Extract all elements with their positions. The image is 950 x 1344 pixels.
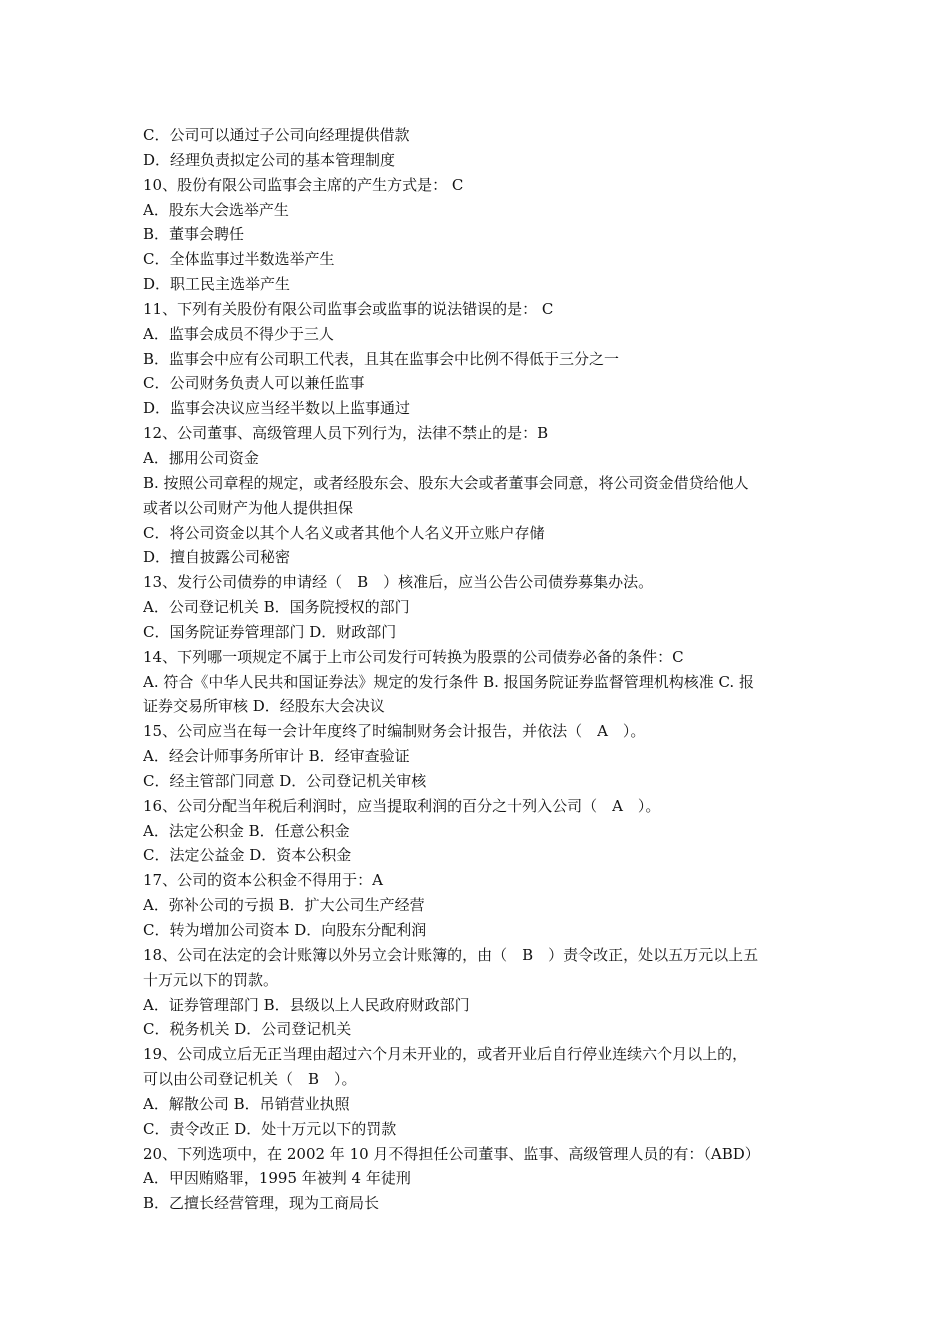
text-line: C．全体监事过半数选举产生 [143,250,335,269]
text-line: C．公司财务负责人可以兼任监事 [143,374,365,393]
text-line: A．弥补公司的亏损 B．扩大公司生产经营 [143,896,425,915]
text-line: A. 符合《中华人民共和国证券法》规定的发行条件 B. 报国务院证券监督管理机构核准 C. 报 [143,672,754,691]
question-line: 14、下列哪一项规定不属于上市公司发行可转换为股票的公司债券必备的条件：C [143,647,684,666]
text-line: C．法定公益金 D．资本公积金 [143,846,352,865]
text-line: C．责令改正 D．处十万元以下的罚款 [143,1119,397,1138]
text-line: B．董事会聘任 [143,225,245,244]
text-line: 或者以公司财产为他人提供担保 [143,498,354,517]
question-line: 12、公司董事、高级管理人员下列行为，法律不禁止的是：B [143,424,549,443]
text-line: C．税务机关 D．公司登记机关 [143,1020,352,1039]
text-line: C．经主管部门同意 D．公司登记机关审核 [143,771,427,790]
text-line: 证券交易所审核 D．经股东大会决议 [143,697,385,716]
text-line: A．公司登记机关 B．国务院授权的部门 [143,598,410,617]
question-line: 20、下列选项中，在 2002 年 10 月不得担任公司董事、监事、高级管理人员的有：（ABD） [143,1144,760,1163]
text-line: A．证券管理部门 B．县级以上人民政府财政部门 [143,995,470,1014]
text-line: D．职工民主选举产生 [143,275,291,294]
text-line: C．将公司资金以其个人名义或者其他个人名义开立账户存储 [143,523,545,542]
text-line: A．监事会成员不得少于三人 [143,324,334,343]
document-body [143,123,811,1216]
text-line: D．监事会决议应当经半数以上监事通过 [143,399,411,418]
text-line: D．擅自披露公司秘密 [143,548,291,567]
text-line: B．乙擅长经营管理，现为工商局长 [143,1194,380,1213]
text-line: C．国务院证券管理部门 D．财政部门 [143,622,397,641]
text-line: A．挪用公司资金 [143,448,259,467]
text-line: D．经理负责拟定公司的基本管理制度 [143,150,396,169]
question-line: 18、公司在法定的会计账簿以外另立会计账簿的，由（ B ）责令改正，处以五万元以上五 [143,945,759,964]
text-line: C．公司可以通过子公司向经理提供借款 [143,126,410,144]
text-line: C．转为增加公司资本 D．向股东分配利润 [143,921,427,939]
text-line: A．股东大会选举产生 [143,200,289,219]
text-line: 可以由公司登记机关（ B ）。 [143,1070,357,1089]
question-line: 15、公司应当在每一会计年度终了时编制财务会计报告，并依法（ A ）。 [143,722,646,741]
question-line: 13、发行公司债券的申请经（ B ）核准后，应当公告公司债券募集办法。 [143,573,654,592]
question-line: 16、公司分配当年税后利润时，应当提取利润的百分之十列入公司（ A ）。 [143,796,661,815]
text-line: 十万元以下的罚款。 [143,970,279,989]
question-line: 19、公司成立后无正当理由超过六个月未开业的，或者开业后自行停业连续六个月以上的， [143,1045,748,1064]
question-line: 17、公司的资本公积金不得用于：A [143,871,383,890]
text-line: A．解散公司 B．吊销营业执照 [143,1094,350,1113]
text-line: B．监事会中应有公司职工代表，且其在监事会中比例不得低于三分之一 [143,349,620,368]
question-line: 11、下列有关股份有限公司监事会或监事的说法错误的是： C [143,299,554,318]
text-line: A．法定公积金 B．任意公积金 [143,821,350,840]
text-line: A．甲因贿赂罪，1995 年被判 4 年徒刑 [143,1169,411,1188]
text-line: B. 按照公司章程的规定，或者经股东会、股东大会或者董事会同意，将公司资金借贷给他人 [143,473,749,492]
question-line: 10、股份有限公司监事会主席的产生方式是： C [143,175,464,194]
text-line: A．经会计师事务所审计 B．经审查验证 [143,747,410,766]
